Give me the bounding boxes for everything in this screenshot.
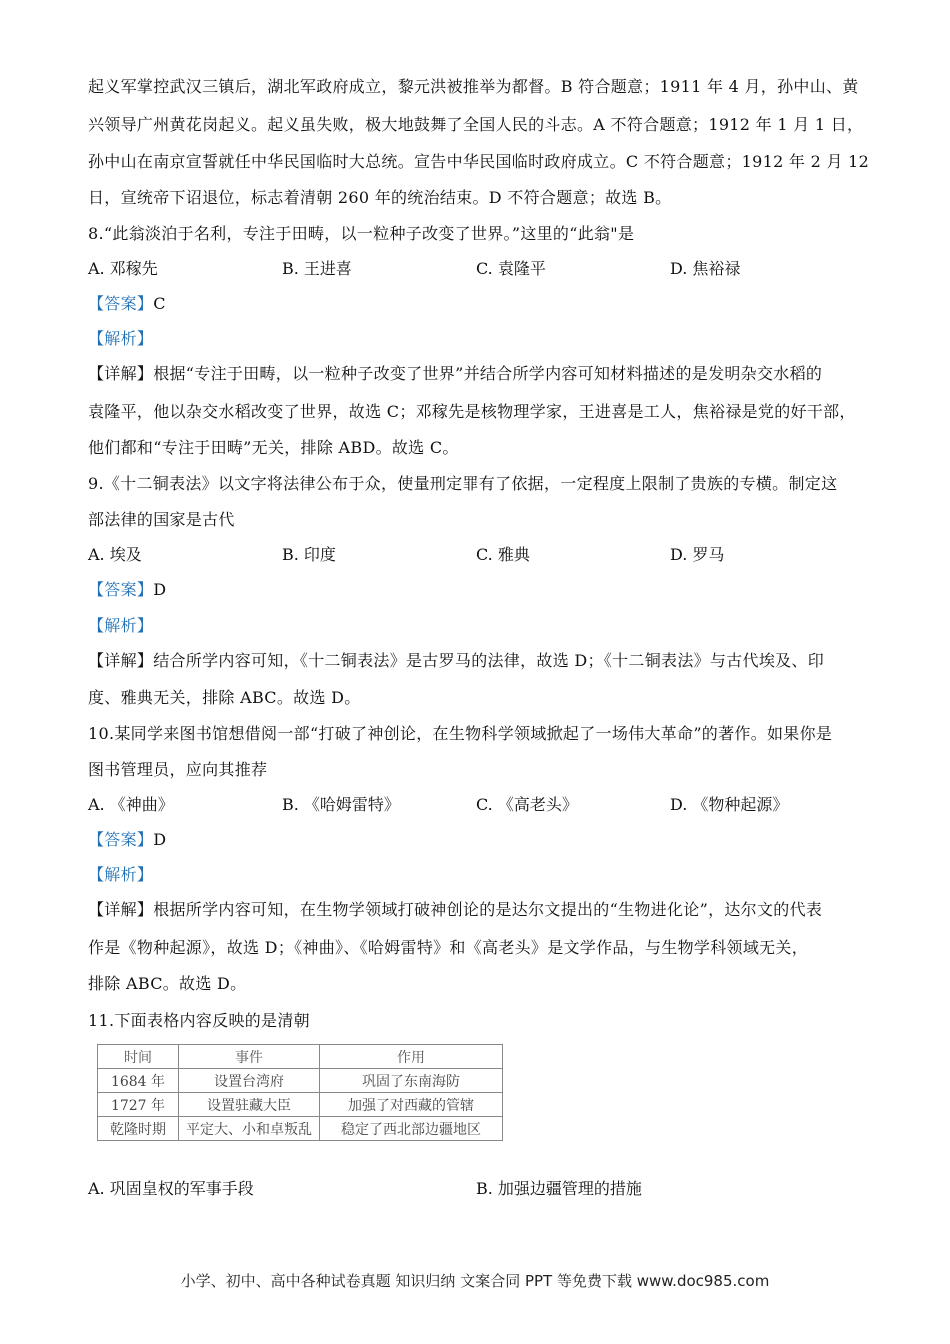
q10-option-c: C. 《高老头》 <box>476 795 578 814</box>
q8-option-c: C. 袁隆平 <box>476 259 546 278</box>
table-header: 事件 <box>179 1045 320 1069</box>
table-cell: 乾隆时期 <box>98 1117 179 1141</box>
q9-option-c: C. 雅典 <box>476 545 530 564</box>
q10-detail <box>88 900 870 920</box>
answer-value: D <box>153 830 167 849</box>
table-cell: 稳定了西北部边疆地区 <box>320 1117 503 1141</box>
answer-tag: 【答案】 <box>88 830 154 849</box>
page-footer: 小学、初中、高中各种试卷真题 知识归纳 文案合同 PPT 等免费下载 www.doc985.com <box>180 1272 770 1290</box>
detail-tag: 【详解】 <box>88 651 154 670</box>
table-header-row <box>98 1045 503 1069</box>
table-cell: 加强了对西藏的管辖 <box>320 1093 503 1117</box>
table-cell: 设置台湾府 <box>179 1069 320 1093</box>
paragraph-line: 起义军掌控武汉三镇后，湖北军政府成立，黎元洪被推举为都督。B 符合题意；1911 年 4 月，孙中山、黄 <box>88 77 859 96</box>
question-11: 11.下面表格内容反映的是清朝 <box>88 1011 310 1030</box>
table-header: 时间 <box>98 1045 179 1069</box>
q11-option-a: A. 巩固皇权的军事手段 <box>88 1179 254 1198</box>
table-cell: 1727 年 <box>98 1093 179 1117</box>
q11-option-b: B. 加强边疆管理的措施 <box>476 1179 642 1198</box>
events-table <box>97 1044 503 1141</box>
table-row <box>98 1069 503 1093</box>
q10-option-b: B. 《哈姆雷特》 <box>282 795 400 814</box>
table-row <box>98 1117 503 1141</box>
q9-analysis-tag: 【解析】 <box>88 616 154 635</box>
q9-option-d: D. 罗马 <box>670 545 725 564</box>
detail-text: 根据所学内容可知，在生物学领域打破神创论的是达尔文提出的“生物进化论”，达尔文的代表 <box>153 900 823 919</box>
question-9-line2: 部法律的国家是古代 <box>88 510 235 529</box>
answer-tag: 【答案】 <box>88 580 154 599</box>
detail-tag: 【详解】 <box>88 364 154 383</box>
q9-detail <box>88 651 870 671</box>
paragraph-line: 孙中山在南京宣誓就任中华民国临时大总统。宣告中华民国临时政府成立。C 不符合题意；1912 年 2 月 12 <box>88 152 870 171</box>
q10-detail-line: 作是《物种起源》，故选 D；《神曲》、《哈姆雷特》和《高老头》是文学作品，与生物学科领域无关， <box>88 938 809 957</box>
q9-detail-line: 度、雅典无关，排除 ABC。故选 D。 <box>88 688 361 707</box>
q8-analysis-tag: 【解析】 <box>88 329 154 348</box>
q10-answer <box>88 830 870 850</box>
table-row <box>98 1093 503 1117</box>
q8-option-b: B. 王进喜 <box>282 259 352 278</box>
detail-tag: 【详解】 <box>88 900 154 919</box>
table-cell: 1684 年 <box>98 1069 179 1093</box>
q9-option-a: A. 埃及 <box>88 545 142 564</box>
q8-answer <box>88 294 870 314</box>
q10-option-d: D. 《物种起源》 <box>670 795 789 814</box>
answer-tag: 【答案】 <box>88 294 154 313</box>
detail-text: 结合所学内容可知，《十二铜表法》是古罗马的法律，故选 D；《十二铜表法》与古代埃及、印 <box>153 651 825 670</box>
detail-text: 根据“专注于田畴，以一粒种子改变了世界”并结合所学内容可知材料描述的是发明杂交水稻的 <box>153 364 823 383</box>
question-9: 9.《十二铜表法》以文字将法律公布于众，使量刑定罪有了依据，一定程度上限制了贵族的专横。制定这 <box>88 474 838 493</box>
q9-answer <box>88 580 870 600</box>
paragraph-line: 日，宣统帝下诏退位，标志着清朝 260 年的统治结束。D 不符合题意；故选 B。 <box>88 188 672 207</box>
q10-detail-line: 排除 ABC。故选 D。 <box>88 974 247 993</box>
table-cell: 设置驻藏大臣 <box>179 1093 320 1117</box>
q8-detail-line: 他们都和“专注于田畴”无关，排除 ABD。故选 C。 <box>88 438 459 457</box>
question-8: 8.“此翁淡泊于名利，专注于田畴，以一粒种子改变了世界。”这里的“此翁"是 <box>88 224 635 243</box>
q9-option-b: B. 印度 <box>282 545 336 564</box>
answer-value: C <box>153 294 166 313</box>
q8-detail-line: 袁隆平，他以杂交水稻改变了世界，故选 C；邓稼先是核物理学家，王进喜是工人，焦裕禄是党的好干部， <box>88 402 856 421</box>
q10-analysis-tag: 【解析】 <box>88 865 154 884</box>
q8-option-d: D. 焦裕禄 <box>670 259 741 278</box>
question-10: 10.某同学来图书馆想借阅一部“打破了神创论，在生物科学领域掀起了一场伟大革命”的著作。如果你是 <box>88 724 833 743</box>
table-cell: 巩固了东南海防 <box>320 1069 503 1093</box>
q8-detail <box>88 364 870 384</box>
paragraph-line: 兴领导广州黄花岗起义。起义虽失败，极大地鼓舞了全国人民的斗志。A 不符合题意；1912 年 1 月 1 日， <box>88 115 864 134</box>
q8-option-a: A. 邓稼先 <box>88 259 158 278</box>
q10-option-a: A. 《神曲》 <box>88 795 174 814</box>
table-header: 作用 <box>320 1045 503 1069</box>
question-10-line2: 图书管理员，应向其推荐 <box>88 760 268 779</box>
table-cell: 平定大、小和卓叛乱 <box>179 1117 320 1141</box>
answer-value: D <box>153 580 167 599</box>
